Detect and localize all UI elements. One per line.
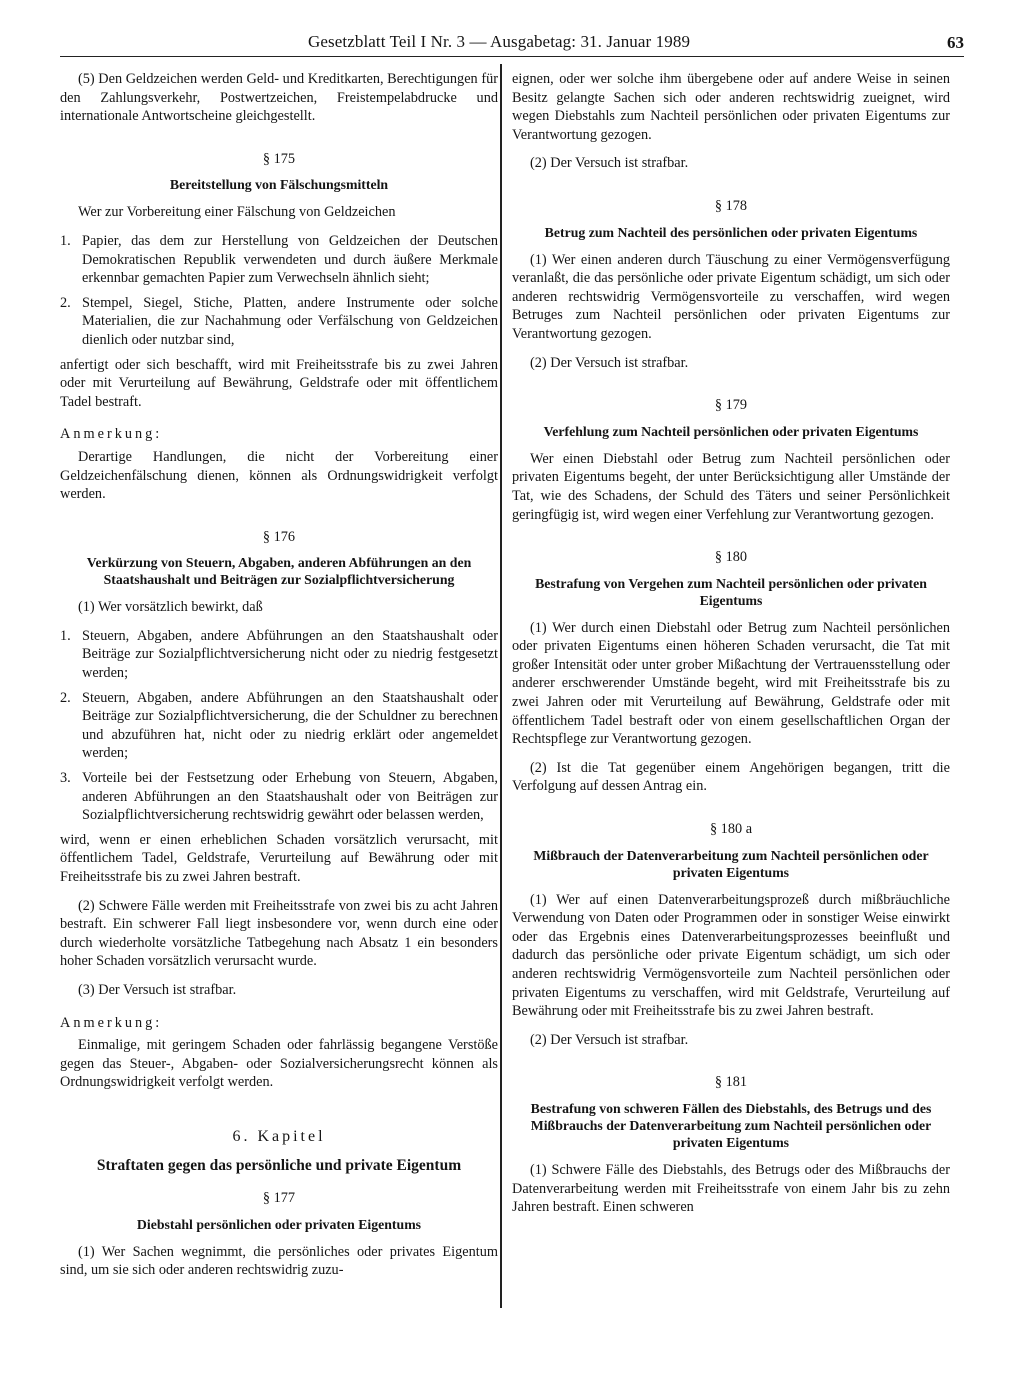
s178-paragraph-1: (1) Wer einen anderen durch Täuschung zu einer Vermögensverfügung veranlaßt, die das persönliche oder private Eigentum schädigt, um sich oder anderen rechtswidrig Vermögensvorteile zu verschaffen, wird wegen Betruges zum Nachteil persönlichen oder privaten Eigentums zur Verantwortung gezogen.	[512, 251, 950, 342]
section-number-179: § 179	[714, 397, 748, 414]
section-number-176: § 176	[262, 528, 296, 545]
section-number-181: § 181	[714, 1074, 748, 1091]
section-title-177: Diebstahl persönlichen oder privaten Eigentums	[136, 1216, 422, 1232]
s176-list	[60, 627, 498, 825]
section-title-181: Bestrafung von schweren Fällen des Diebstahls, des Betrugs und des Mißbrauchs der Datenverarbeitung zum Nachteil persönlichen oder privaten Eigentums	[530, 1100, 932, 1150]
section-title-179: Verfehlung zum Nachteil persönlichen oder privaten Eigentums	[543, 423, 919, 439]
right-column	[512, 70, 950, 1227]
list-item-text: Papier, das dem zur Herstellung von Geldzeichen der Deutschen Demokratischen Republik verwendeten und durch äußere Merkmale erkennbar gemachten Papier zum Verwechseln ähnlich sieht;	[82, 232, 498, 287]
running-title: Gesetzblatt Teil I Nr. 3 — Ausgabetag: 31. Januar 1989	[308, 32, 691, 51]
list-item-text: Stempel, Siegel, Stiche, Platten, andere Instrumente oder solche Materialien, die zur Nachahmung oder Verfälschung von Geldzeichen dienlich oder nutzbar sind,	[82, 294, 498, 348]
s177-paragraph-2: (2) Der Versuch ist strafbar.	[530, 155, 689, 172]
section-number-180a: § 180 a	[709, 821, 753, 838]
page-number: 63	[947, 33, 964, 52]
chapter-title: Straftaten gegen das persönliche und private Eigentum	[96, 1156, 462, 1174]
paragraph-s174-5: (5) Den Geldzeichen werden Geld- und Kreditkarten, Berechtigungen für den Zahlungsverkehr, Postwertzeichen, Freistempelabdrucke und internationale Antwortscheine gleichgestellt.	[60, 71, 498, 125]
s176-lead: (1) Wer vorsätzlich bewirkt, daß	[78, 599, 263, 616]
left-column	[60, 70, 498, 1290]
section-number-178: § 178	[714, 197, 748, 214]
s180-paragraph-1: (1) Wer durch einen Diebstahl oder Betrug zum Nachteil persönlichen oder privaten Eigentums einen höheren Schaden verursacht, die Tat mit großer Intensität oder unter grober Mißachtung der Vertrauensstellung oder anderer erschwerender Umstände begeht, wird mit Freiheitsstrafe bis zu zwei Jahren oder mit Verurteilung auf Bewährung, Geldstrafe oder mit öffentlichem Tadel bestraft oder von einem gesellschaftlichen Organ der Rechtspflege zur Verantwortung gezogen.	[512, 619, 950, 748]
section-number-175: § 175	[262, 150, 296, 167]
s175-annotation-label: Anmerkung:	[60, 426, 163, 443]
s180-paragraph-2: (2) Ist die Tat gegenüber einem Angehörigen begangen, tritt die Verfolgung auf dessen Antrag ein.	[512, 759, 950, 795]
list-item-text: Steuern, Abgaben, andere Abführungen an den Staatshaushalt oder Beiträge zur Sozialpflichtversicherung, die der Schuldner zu berechnen und abzuführen hat, nicht oder zu niedrig erklärt oder angemeldet werden;	[82, 689, 498, 762]
s176-paragraph-2: (2) Schwere Fälle werden mit Freiheitsstrafe von zwei bis zu acht Jahren bestraft. Ein schwerer Fall liegt insbesondere vor, wenn durch eine oder durch wiederholte vorsätzliche Tatbegehung nach Absatz 1 ein besonders hoher Schaden vorsätzlich verursacht wurde.	[60, 897, 498, 970]
list-item	[60, 294, 498, 350]
list-item-number: 3.	[60, 770, 71, 787]
list-item-text: Steuern, Abgaben, andere Abführungen an den Staatshaushalt oder Beiträge zur Sozialpflichtversicherung nicht oder zu niedrig festgesetzt werden;	[82, 627, 498, 682]
list-item	[60, 689, 498, 763]
s176-annotation-label: Anmerkung:	[60, 1014, 163, 1031]
s180a-paragraph-2: (2) Der Versuch ist strafbar.	[530, 1031, 689, 1048]
s180a-paragraph-1: (1) Wer auf einen Datenverarbeitungsprozeß durch mißbräuchliche Verwendung von Daten oder Programmen oder in sonstiger Weise einwirkt oder das Ergebnis eines Datenverarbeitungsprozesses beeinflußt und dadurch das persönliche oder private Eigentum schädigt, um sich oder anderen rechtswidrig Vermögensvorteile zum Nachteil persönlichen oder privaten Eigentums zu verschaffen, wird mit Geldstrafe, Verurteilung auf Bewährung oder mit Freiheitsstrafe bis zu zwei Jahren bestraft.	[512, 891, 950, 1020]
s175-list	[60, 232, 498, 350]
list-item-number: 2.	[60, 294, 71, 311]
section-number-177: § 177	[262, 1190, 296, 1207]
section-title-175: Bereitstellung von Fälschungsmitteln	[169, 177, 389, 193]
s176-annotation-text: Einmalige, mit geringem Schaden oder fahrlässig begangene Verstöße gegen das Steuer-, Abgaben- oder Sozialversicherungsrecht können als Ordnungswidrigkeit verfolgt werden.	[60, 1037, 498, 1091]
s179-paragraph-1: Wer einen Diebstahl oder Betrug zum Nachteil persönlichen oder privaten Eigentums begeht, der unter Berücksichtigung aller Umstände der Tat, wie des Schadens, der Schuld des Täters und seiner Persönlichkeit geringfügig ist, wird wegen einer Verfehlung zur Verantwortung gezogen.	[512, 450, 950, 523]
list-item	[60, 769, 498, 825]
column-divider	[500, 64, 502, 1308]
section-title-180a: Mißbrauch der Datenverarbeitung zum Nachteil persönlichen oder privaten Eigentums	[533, 847, 929, 880]
list-item-number: 1.	[60, 232, 71, 249]
s176-tail: wird, wenn er einen erheblichen Schaden vorsätzlich verursacht, mit öffentlichem Tadel, Geldstrafe, Verurteilung auf Bewährung oder mit Freiheitsstrafe bis zu zwei Jahren bestraft.	[60, 831, 498, 885]
list-item-text: Vorteile bei der Festsetzung oder Erhebung von Steuern, Abgaben, anderen Abführungen an den Staatshaushalt oder von Beiträgen zur Sozialpflichtversicherung rechtswidrig gewährt oder belassen werden,	[82, 770, 498, 824]
list-item	[60, 232, 498, 288]
section-title-178: Betrug zum Nachteil des persönlichen oder privaten Eigentums	[544, 224, 918, 240]
page-header	[60, 30, 964, 57]
s177-paragraph-1-continued: eignen, oder wer solche ihm übergebene oder auf andere Weise in seinen Besitz gelangte Sachen sich oder anderen rechtswidrig zueignet, wird wegen Diebstahls zum Nachteil persönlichen oder privaten Eigentums zur Verantwortung gezogen.	[512, 71, 950, 143]
s178-paragraph-2: (2) Der Versuch ist strafbar.	[530, 354, 689, 371]
section-title-180: Bestrafung von Vergehen zum Nachteil persönlichen oder privaten Eigentums	[535, 575, 927, 608]
s177-paragraph-1-start: (1) Wer Sachen wegnimmt, die persönliches oder privates Eigentum sind, um sie sich oder anderen rechtswidrig zuzu-	[60, 1243, 498, 1279]
s176-paragraph-3: (3) Der Versuch ist strafbar.	[78, 981, 237, 998]
s175-annotation-text: Derartige Handlungen, die nicht der Vorbereitung einer Geldzeichenfälschung dienen, können als Ordnungswidrigkeit verfolgt werden.	[60, 448, 498, 503]
list-item-number: 1.	[60, 627, 71, 644]
s175-lead: Wer zur Vorbereitung einer Fälschung von Geldzeichen	[78, 204, 396, 221]
list-item-number: 2.	[60, 689, 71, 706]
chapter-number: 6. Kapitel	[232, 1127, 326, 1145]
list-item	[60, 627, 498, 683]
s181-paragraph-1-start: (1) Schwere Fälle des Diebstahls, des Betrugs oder des Mißbrauchs der Datenverarbeitung werden mit Freiheitsstrafe von einem Jahr bis zu zehn Jahren bestraft. Einen schweren	[512, 1161, 950, 1216]
section-number-180: § 180	[714, 549, 748, 566]
section-title-176: Verkürzung von Steuern, Abgaben, anderen Abführungen an den Staatshaushalt und Beiträgen zur Sozialpflichtversicherung	[86, 555, 472, 588]
s175-tail: anfertigt oder sich beschafft, wird mit Freiheitsstrafe bis zu zwei Jahren oder mit Verurteilung auf Bewährung, Geldstrafe oder mit öffentlichem Tadel bestraft.	[60, 356, 498, 410]
